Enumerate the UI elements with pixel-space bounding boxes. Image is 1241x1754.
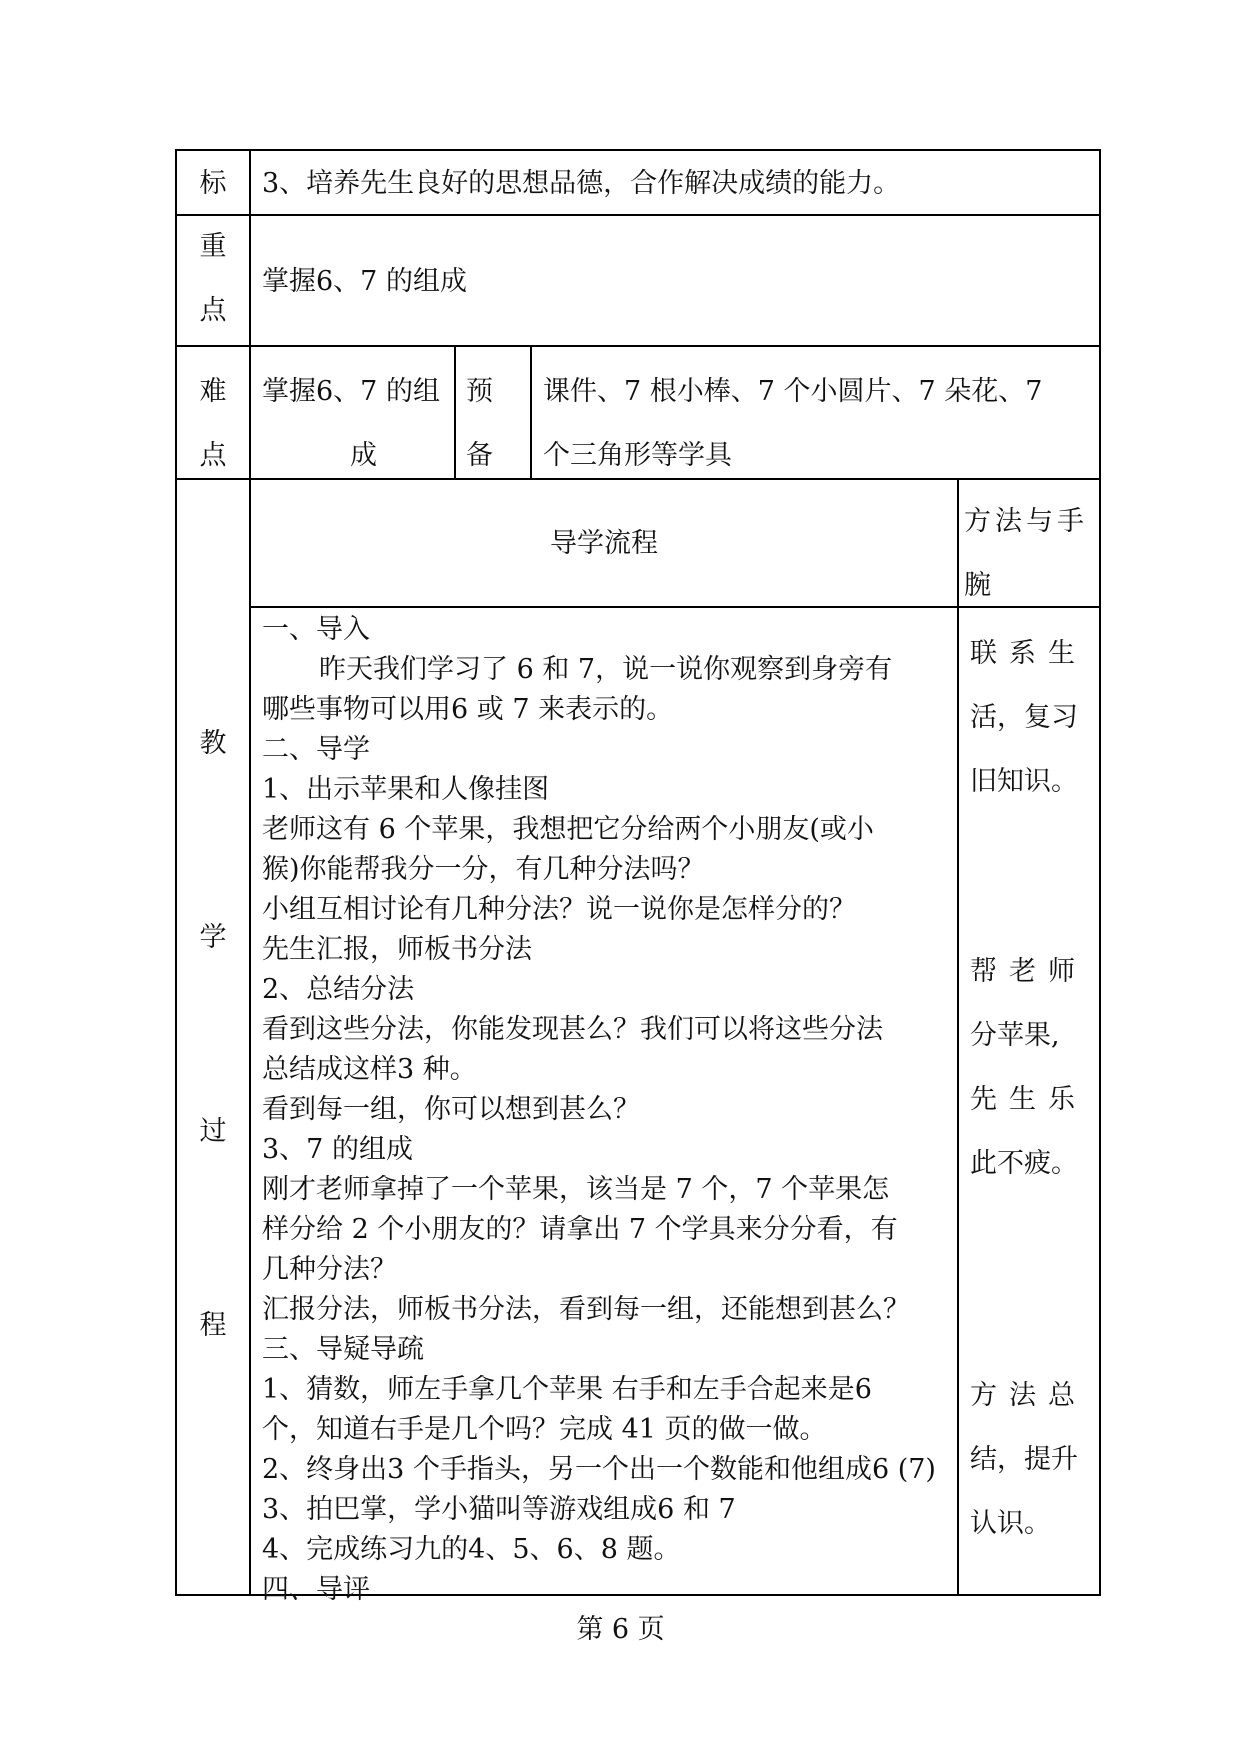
row-divider <box>175 345 1101 347</box>
prep-content: 课件、7 根小棒、7 个小圆片、7 朵花、7 个三角形等学具 <box>543 376 1043 471</box>
difficulty-label: 难 点 <box>199 376 227 471</box>
goal-content: 3、培养先生良好的思想品德，合作解决成绩的能力。 <box>262 168 901 199</box>
column-divider <box>957 478 959 1596</box>
method-note-2: 帮老师 分苹果, 先生乐 此不疲。 <box>970 956 1087 1179</box>
section-heading: 三、导疑导疏 <box>262 1334 424 1365</box>
difficulty-content: 掌握6、7 的组 成 <box>262 376 440 471</box>
row-divider <box>175 214 1101 216</box>
page-number: 第 6 页 <box>576 1614 665 1645</box>
key-points-content: 掌握6、7 的组成 <box>262 266 467 297</box>
key-points-label: 重 点 <box>199 231 227 326</box>
column-divider <box>530 345 532 479</box>
process-body: 一、导入 昨天我们学习了 6 和 7，说一说你观察到身旁有 哪些事物可以用6 或 7 来表示的。 二、导学 1、出示苹果和人像挂图 老师这有 6 个苹果，我想把它分给两个小朋友(或小 猴)你能帮我分一分，有几种分法吗？ 小组互相讨论有几种分法？说一说你是怎样分的？ 先生汇报，师板书分法 2、总结分法 看到这些分法，你能发现甚么？我们可以将这些分法 总结成这样3 种。 看到每一组，你可以想到甚么？ 3、7 的组成 刚才老师拿掉了一个苹果，该当是 7 个，7 个苹果怎 样分给 2 个小朋友的？请拿出 7 个学具来分分看，有 几种分法？ 汇报分法，师板书分法，看到每一组，还能想到甚么？ 三、导疑导疏 1、猜数，师左手拿几个苹果 右手和左手合起来是6 个，知道右手是几个吗？完成 41 页的做一做。 2、终身出3 个手指头，另一个出一个数能和他组成6 (7) 3、拍巴掌，学小猫叫等游戏组成6 和 7 4、完成练习九的4、5、6、8 题。 四、导评 <box>262 610 956 1610</box>
method-note-3: 方法总 结，提升 认识。 <box>970 1380 1087 1539</box>
method-header: 方法与手 腕 <box>964 506 1088 601</box>
process-header: 导学流程 <box>550 528 658 559</box>
section-heading: 二、导学 <box>262 734 370 765</box>
prep-label: 预 备 <box>466 376 493 471</box>
process-label: 教 学 过 程 <box>199 728 227 1341</box>
goal-label: 标 <box>199 168 227 199</box>
section-heading: 四、导评 <box>262 1574 370 1605</box>
method-note-1: 联系生 活，复习 旧知识。 <box>970 638 1087 797</box>
section-heading: 一、导入 <box>262 614 370 645</box>
column-divider <box>454 345 456 479</box>
column-divider <box>249 149 251 1596</box>
